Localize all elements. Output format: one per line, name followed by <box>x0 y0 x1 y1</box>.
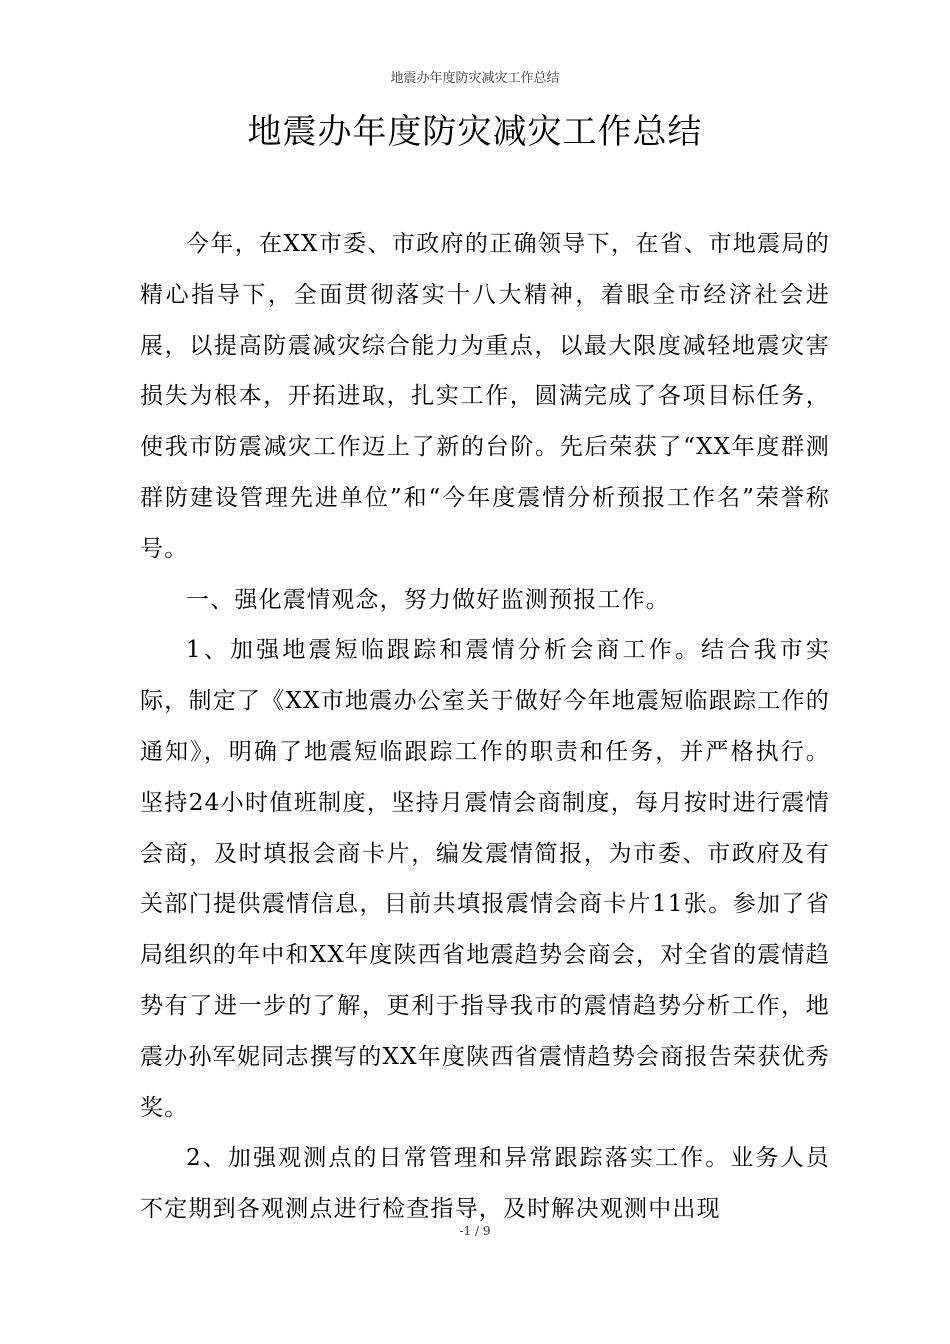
paragraph-intro: 今年，在XX市委、市政府的正确领导下，在省、市地震局的精心指导下，全面贯彻落实十八大精神，着眼全市经济社会进展，以提高防震减灾综合能力为重点，以最大限度减轻地震灾害损失为根本，开拓进取，扎实工作，圆满完成了各项目标任务，使我市防震减灾工作迈上了新的台阶。先后荣获了“XX年度群测群防建设管理先进单位”和“今年度震情分析预报工作名”荣誉称号。 <box>140 231 830 562</box>
page-number: -1 / 9 <box>459 1224 491 1238</box>
document-title: 地震办年度防灾减灾工作总结 <box>247 112 703 152</box>
section-heading-1: 一、强化震情观念，努力做好监测预报工作。 <box>186 586 670 613</box>
document-body <box>140 219 830 1235</box>
running-header: 地震办年度防灾减灾工作总结 <box>390 71 560 86</box>
paragraph-item-1: 1、加强地震短临跟踪和震情分析会商工作。结合我市实际，制定了《XX市地震办公室关于做好今年地震短临跟踪工作的通知》，明确了地震短临跟踪工作的职责和任务，并严格执行。坚持24小时值班制度，坚持月震情会商制度，每月按时进行震情会商，及时填报会商卡片，编发震情简报，为市委、市政府及有关部门提供震情信息，目前共填报震情会商卡片11张。参加了省局组织的年中和XX年度陕西省地震趋势会商会，对全省的震情趋势有了进一步的了解，更利于指导我市的震情趋势分析工作，地震办孙军妮同志撰写的XX年度陕西省震情趋势会商报告荣获优秀奖。 <box>140 637 830 1121</box>
paragraph-item-2: 2、加强观测点的日常管理和异常跟踪落实工作。业务人员不定期到各观测点进行检查指导，及时解决观测中出现 <box>140 1145 830 1223</box>
